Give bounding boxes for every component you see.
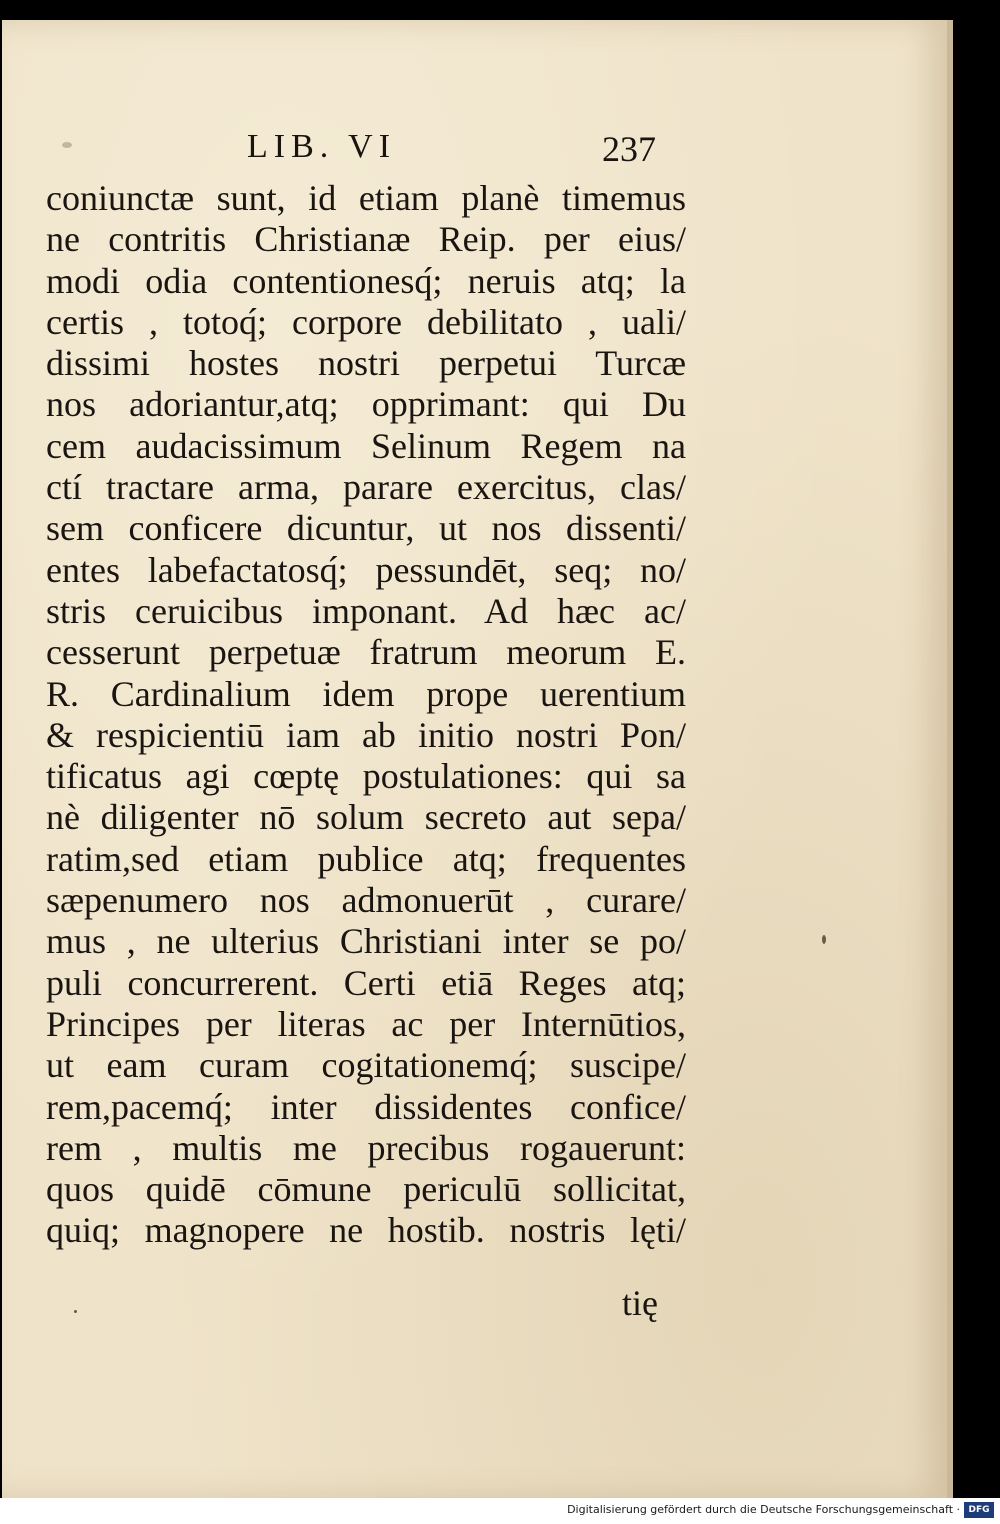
text-line: ratim,sed etiam publice atq; frequentes [46, 838, 686, 879]
text-line: rem , multis me precibus rogauerunt: [46, 1127, 686, 1168]
text-line: & respicientiū iam ab initio nostri Pon/ [46, 714, 686, 755]
page-number: 237 [602, 129, 656, 169]
text-line: tificatus agi cœptę postulationes: qui sa [46, 756, 686, 797]
text-line: modi odia contentionesq́; neruis atq; la [46, 260, 686, 301]
paper-speck [822, 935, 826, 944]
text-line: Principes per literas ac per Internūtios, [46, 1003, 686, 1044]
paper-speck [74, 1310, 77, 1313]
page-header [2, 128, 947, 176]
catchword: tię [622, 1283, 658, 1323]
text-line: nè diligenter nō solum secreto aut sepa/ [46, 797, 686, 838]
funding-credit: Digitalisierung gefördert durch die Deutsche Forschungsgemeinschaft · [567, 1503, 960, 1516]
text-line: R. Cardinalium idem prope uerentium [46, 673, 686, 714]
text-line: quos quidē cōmune periculū sollicitat, [46, 1169, 686, 1210]
text-line: ctí tractare arma, parare exercitus, clas/ [46, 467, 686, 508]
text-line: sem conficere dicuntur, ut nos dissenti/ [46, 508, 686, 549]
text-line: quiq; magnopere ne hostib. nostris lęti/ [46, 1210, 686, 1251]
body-text [46, 178, 686, 1252]
text-line: stris ceruicibus imponant. Ad hæc ac/ [46, 590, 686, 631]
text-line: dissimi hostes nostri perpetui Turcæ [46, 343, 686, 384]
text-line: mus , ne ulterius Christiani inter se po/ [46, 921, 686, 962]
text-line: rem,pacemq́; inter dissidentes confice/ [46, 1086, 686, 1127]
text-line: cesserunt perpetuæ fratrum meorum E. [46, 632, 686, 673]
paper-speck [62, 142, 72, 148]
text-line: sæpenumero nos admonuerūt , curare/ [46, 880, 686, 921]
text-line: ne contritis Christianæ Reip. per eius/ [46, 219, 686, 260]
text-line: coniunctæ sunt, id etiam planè timemus [46, 178, 686, 218]
text-line: certis , totoq́; corpore debilitato , uali/ [46, 301, 686, 342]
book-page [2, 20, 953, 1498]
text-line: cem audacissimum Selinum Regem na [46, 425, 686, 466]
digitization-footer [0, 1498, 1000, 1524]
text-line: puli concurrerent. Certi etiā Reges atq; [46, 962, 686, 1003]
text-line: entes labefactatosq́; pessundēt, seq; no/ [46, 549, 686, 590]
text-line: ut eam curam cogitationemq́; suscipe/ [46, 1045, 686, 1086]
dfg-logo: DFG [964, 1502, 994, 1518]
text-line: nos adoriantur,atq; opprimant: qui Du [46, 384, 686, 425]
running-head: LIB. VI [247, 128, 397, 165]
